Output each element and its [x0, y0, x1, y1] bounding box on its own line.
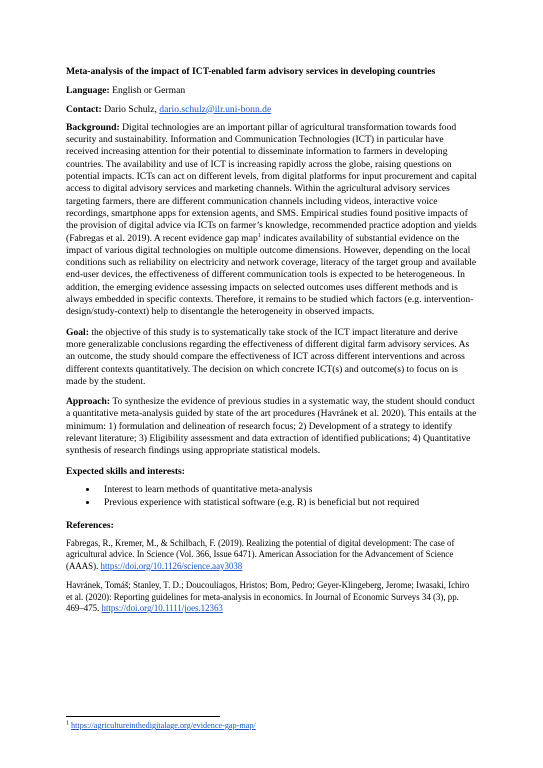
goal-label: Goal — [66, 326, 86, 338]
background-text-2: indicates availability of substantial evidence on the impact of various digital technologies on multiple outcome dimensions. However, depending on the local conditions such as reliability on electricity and network coverage, literacy of the target group and available end-user devices, the effectiveness of different communication tools is expected to be heterogeneous. In addition, the emerging evidence assessing impacts on selected outcomes uses different methods and is always embedded in specific contexts. Therefore, it remains to be studied which factors (e.g. intervention-design/study-context) help to disentangle the heterogeneity in observed impacts. — [66, 232, 477, 318]
background-text-1: Digital technologies are an important pillar of agricultural transformation towards food security and sustainability. Information and Communication Technologies (ICT) in particular have received increasing attention for their potential to disseminate information to farmers in developing countries. The availability and use of ICT is increasing rapidly across the globe, raising questions on potential impacts. ICTs can act on different levels, from digital platforms for input procurement and capital access to digital advisory services and marketing channels. Within the agricultural advisory services targeting farmers, there are different communication channels including videos, interactive voice recordings, smartphone apps for extension agents, and SMS. Empirical studies found positive impacts of the provision of digital advice via ICTs on farmer’s knowledge, recommended practice adoption and yields (Fabregas et al. 2019). A recent evidence gap map — [66, 121, 477, 244]
footnote-link[interactable]: https://agricultureinthedigitalage.org/evidence-gap-map/ — [71, 721, 256, 730]
goal-paragraph: Goal: the objective of this study is to systematically take stock of the ICT impact literature and derive more generalizable conclusions regarding the effectiveness of different digital farm advisory services. As an outcome, the study should compare the effectiveness of ICT across different interventions and across different contexts quantitatively. The decision on which concrete ICT(s) and outcome(s) to focus on is made by the student. — [66, 326, 470, 387]
skills-list — [66, 484, 477, 510]
references-heading: References: — [66, 519, 114, 531]
contact-name: Dario Schulz, — [104, 103, 160, 115]
reference-text: Havránek, Tomáš; Stanley, T. D.; Doucouliagos, Hristos; Bom, Pedro; Geyer‐Klingeberg, Jerome; Iwasaki, Ichiro et al. (2020): Reporting guidelines for meta‐analysis in economics. In Journal of Economic Surveys 34 (3), pp. 469–475. — [66, 580, 470, 614]
language-line: Language: English or German — [66, 85, 186, 97]
reference-text: Fabregas, R., Kremer, M., & Schilbach, F. (2019). Realizing the potential of digital development: The case of agricultural advice. In Science (Vol. 366, Issue 6471). American Association for the Advancement of Science (AAAS). — [66, 537, 455, 571]
contact-label: Contact — [66, 103, 99, 115]
goal-text: the objective of this study is to systematically take stock of the ICT impact literature and derive more generalizable conclusions regarding the effectiveness of different digital farm advisory services. As an outcome, the study should compare the effectiveness of ICT across different interventions and across different contexts quantitatively. The decision on which concrete ICT(s) and outcome(s) to focus on is made by the student. — [66, 326, 470, 387]
approach-text: To synthesize the evidence of previous studies in a systematic way, the student should conduct a quantitative meta-analysis guided by state of the art procedures (Havránek et al. 2020). This entails at the minimum: 1) formulation and delineation of research focus; 2) Development of a strategy to identify relevant literature; 3) Eligibility assessment and data extraction of identified publications; 4) Quantitative synthesis of research findings using appropriate statistical models. — [66, 396, 477, 457]
footnote-divider — [66, 716, 220, 717]
skills-item: • Interest to learn methods of quantitative meta-analysis — [98, 484, 477, 496]
approach-paragraph: Approach: To synthesize the evidence of previous studies in a systematic way, the student should conduct a quantitative meta-analysis guided by state of the art procedures (Havránek et al. 2020). This entails at the minimum: 1) formulation and delineation of research focus; 2) Development of a strategy to identify relevant literature; 3) Eligibility assessment and data extraction of identified publications; 4) Quantitative synthesis of research findings using appropriate statistical models. — [66, 396, 477, 457]
skills-item: • Previous experience with statistical software (e.g. R) is beneficial but not required — [98, 497, 477, 509]
reference-item — [66, 580, 477, 615]
footnote-marker: 1 — [257, 232, 261, 239]
reference-link[interactable]: https://doi.org/10.1111/joes.12363 — [101, 603, 223, 614]
contact-email-link[interactable]: dario.schulz@ilr.uni-bonn.de — [159, 103, 272, 115]
language-value: English or German — [112, 85, 186, 97]
reference-item — [66, 538, 477, 573]
reference-link[interactable]: https://doi.org/10.1126/science.aay3038 — [100, 560, 243, 571]
document-title: Meta-analysis of the impact of ICT-enabled farm advisory services in developing countries — [66, 66, 436, 77]
background-label: Background — [66, 121, 117, 133]
footnote-number: 1 — [66, 720, 69, 727]
background-paragraph: Background: Digital technologies are an important pillar of agricultural transformation towards food security and sustainability. Information and Communication Technologies (ICT) in particular have received increasing attention for their potential to disseminate information to farmers in developing countries. The availability and use of ICT is increasing rapidly across the globe, raising questions on potential impacts. ICTs can act on different levels, from digital platforms for input procurement and capital access to digital advisory services and marketing channels. Within the agricultural advisory services targeting farmers, there are different communication channels including videos, interactive voice recordings, smartphone apps for extension agents, and SMS. Empirical studies found positive impacts of the provision of digital advice via ICTs on farmer’s knowledge, recommended practice adoption and yields (Fabregas et al. 2019). A recent evidence gap map$^1$ indicates availability of substantial evidence on the impact of various digital technologies on multiple outcome dimensions. However, depending on the local conditions such as reliability on electricity and network coverage, literacy of the target group and available end-user devices, the effectiveness of different communication tools is expected to be heterogeneous. In addition, the emerging evidence assessing impacts on selected outcomes uses different methods and is always embedded in specific contexts. Therefore, it remains to be studied which factors (e.g. intervention-design/study-context) help to disentangle the heterogeneity in observed impacts. — [66, 121, 477, 318]
language-label: Language — [66, 85, 107, 97]
contact-line: Contact: Dario Schulz, dario.schulz@ilr.uni-bonn.de — [66, 103, 272, 115]
skills-heading: Expected skills and interests: — [66, 465, 185, 477]
approach-label: Approach — [66, 396, 107, 408]
footnote — [66, 721, 256, 731]
